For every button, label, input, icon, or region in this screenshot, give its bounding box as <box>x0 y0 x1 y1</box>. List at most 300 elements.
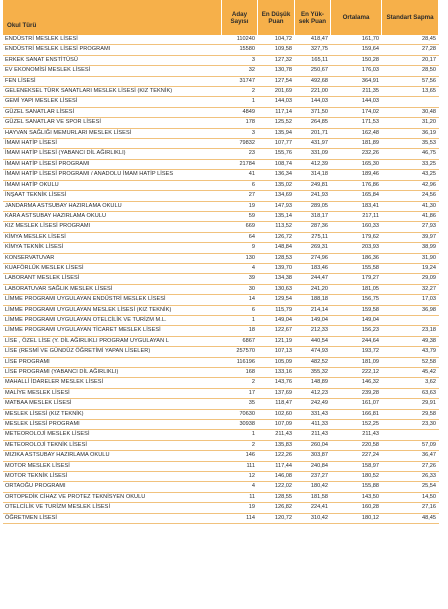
mean-score-cell: 244,64 <box>331 337 382 347</box>
mean-score-cell: 143,50 <box>331 493 382 503</box>
candidate-count-cell: 146 <box>222 451 258 461</box>
min-score-cell: 120,72 <box>258 514 295 524</box>
header-ortalama: Ortalama <box>331 0 382 35</box>
max-score-cell: 211,43 <box>295 430 331 440</box>
max-score-cell: 310,42 <box>295 514 331 524</box>
max-score-cell: 371,50 <box>295 108 331 118</box>
school-type-cell: LİMME PROGRAMI UYGULAYAN MESLEK LİSESİ (KIZ TEKNİK) <box>3 306 222 316</box>
school-type-cell: ENDÜSTRİ MESLEK LİSESİ <box>3 35 222 45</box>
candidate-count-cell: 19 <box>222 202 258 212</box>
table-row <box>3 389 439 399</box>
school-type-cell: KIZ MESLEK LİSESİ PROGRAMI <box>3 222 222 232</box>
max-score-cell: 212,33 <box>295 326 331 336</box>
std-dev-cell: 43,25 <box>382 170 439 180</box>
mean-score-cell: 159,64 <box>331 45 382 55</box>
min-score-cell: 126,72 <box>258 233 295 243</box>
min-score-cell: 137,69 <box>258 389 295 399</box>
std-dev-cell <box>382 430 439 440</box>
table-row <box>3 129 439 139</box>
school-type-cell: GEMİ YAPI MESLEK LİSESİ <box>3 97 222 107</box>
mean-score-cell: 181,05 <box>331 285 382 295</box>
table-row <box>3 514 439 524</box>
school-type-cell: LİMME PROGRAMI UYGULAYAN OTELCİLİK VE TURİZM M.L. <box>3 316 222 326</box>
table-row <box>3 295 439 305</box>
candidate-count-cell: 110240 <box>222 35 258 45</box>
candidate-count-cell: 35 <box>222 399 258 409</box>
max-score-cell: 244,47 <box>295 274 331 284</box>
std-dev-cell: 14,50 <box>382 493 439 503</box>
max-score-cell: 492,68 <box>295 77 331 87</box>
max-score-cell: 314,18 <box>295 170 331 180</box>
max-score-cell: 269,31 <box>295 243 331 253</box>
school-type-cell: LİSE (RESMİ VE GÜNDÜZ ÖĞRETİMİ YAPAN LİSELER) <box>3 347 222 357</box>
min-score-cell: 146,08 <box>258 472 295 482</box>
table-row <box>3 108 439 118</box>
max-score-cell: 242,49 <box>295 399 331 409</box>
table-row <box>3 472 439 482</box>
max-score-cell: 289,05 <box>295 202 331 212</box>
table-row <box>3 254 439 264</box>
candidate-count-cell: 1 <box>222 97 258 107</box>
table-row <box>3 482 439 492</box>
mean-score-cell: 181,09 <box>331 358 382 368</box>
school-type-cell: MOTOR MESLEK LİSESİ <box>3 462 222 472</box>
max-score-cell: 411,33 <box>295 420 331 430</box>
header-en-yuksek-puan: En Yük-sek Puan <box>295 0 331 35</box>
min-score-cell: 118,47 <box>258 399 295 409</box>
mean-score-cell: 159,58 <box>331 306 382 316</box>
school-type-cell: EV EKONOMİSİ MESLEK LİSESİ <box>3 66 222 76</box>
candidate-count-cell: 2 <box>222 378 258 388</box>
mean-score-cell: 160,28 <box>331 503 382 513</box>
min-score-cell: 104,72 <box>258 35 295 45</box>
max-score-cell: 303,87 <box>295 451 331 461</box>
min-score-cell: 113,52 <box>258 222 295 232</box>
mean-score-cell: 155,88 <box>331 482 382 492</box>
table-row <box>3 337 439 347</box>
min-score-cell: 122,26 <box>258 451 295 461</box>
mean-score-cell: 211,43 <box>331 430 382 440</box>
school-type-cell: ÖĞRETMEN LİSESİ <box>3 514 222 524</box>
max-score-cell: 327,75 <box>295 45 331 55</box>
std-dev-cell: 17,03 <box>382 295 439 305</box>
table-row <box>3 35 439 45</box>
candidate-count-cell: 669 <box>222 222 258 232</box>
mean-score-cell: 152,25 <box>331 420 382 430</box>
mean-score-cell: 176,86 <box>331 181 382 191</box>
table-row <box>3 181 439 191</box>
max-score-cell: 250,67 <box>295 66 331 76</box>
table-row <box>3 243 439 253</box>
max-score-cell: 237,27 <box>295 472 331 482</box>
std-dev-cell: 29,91 <box>382 399 439 409</box>
table-row <box>3 160 439 170</box>
std-dev-cell: 46,75 <box>382 149 439 159</box>
std-dev-cell: 36,47 <box>382 451 439 461</box>
max-score-cell: 331,43 <box>295 410 331 420</box>
std-dev-cell: 48,45 <box>382 514 439 524</box>
school-type-cell: METEOROLOJİ TEKNİK LİSESİ <box>3 441 222 451</box>
table-row <box>3 264 439 274</box>
candidate-count-cell: 111 <box>222 462 258 472</box>
std-dev-cell: 41,86 <box>382 212 439 222</box>
max-score-cell: 440,54 <box>295 337 331 347</box>
school-type-cell: İMAM HATİP LİSESİ PROGRAMI / ANADOLU İMAM HATİP LİSES <box>3 170 222 180</box>
mean-score-cell: 211,35 <box>331 87 382 97</box>
school-type-cell: LİMME PROGRAMI UYGULAYAN ENDÜSTRİ MESLEK LİSESİ <box>3 295 222 305</box>
candidate-count-cell: 17 <box>222 389 258 399</box>
std-dev-cell: 26,33 <box>382 472 439 482</box>
std-dev-cell: 29,09 <box>382 274 439 284</box>
std-dev-cell <box>382 97 439 107</box>
max-score-cell: 431,97 <box>295 139 331 149</box>
min-score-cell: 129,54 <box>258 295 295 305</box>
candidate-count-cell: 6867 <box>222 337 258 347</box>
std-dev-cell: 57,56 <box>382 77 439 87</box>
header-aday-sayisi: Aday Sayısı <box>222 0 258 35</box>
school-type-cell: OTELCİLİK VE TURİZM MESLEK LİSESİ <box>3 503 222 513</box>
table-row <box>3 503 439 513</box>
max-score-cell: 149,04 <box>295 316 331 326</box>
std-dev-cell: 41,30 <box>382 202 439 212</box>
table-row <box>3 212 439 222</box>
school-type-cell: MAHALLİ İDARELER MESLEK LİSESİ <box>3 378 222 388</box>
mean-score-cell: 217,11 <box>331 212 382 222</box>
min-score-cell: 107,13 <box>258 347 295 357</box>
min-score-cell: 107,77 <box>258 139 295 149</box>
std-dev-cell: 23,18 <box>382 326 439 336</box>
max-score-cell: 318,17 <box>295 212 331 222</box>
max-score-cell: 287,36 <box>295 222 331 232</box>
table-header <box>3 0 439 35</box>
max-score-cell: 148,89 <box>295 378 331 388</box>
candidate-count-cell: 4 <box>222 482 258 492</box>
min-score-cell: 128,53 <box>258 254 295 264</box>
school-type-cell: HAYVAN SAĞLIĞI MEMURLARI MESLEK LİSESİ <box>3 129 222 139</box>
mean-score-cell: 156,75 <box>331 295 382 305</box>
mean-score-cell: 156,23 <box>331 326 382 336</box>
school-type-cell: ORTOPEDİK CİHAZ VE PROTEZ TEKNİSYEN OKULU <box>3 493 222 503</box>
table-row <box>3 87 439 97</box>
min-score-cell: 122,67 <box>258 326 295 336</box>
max-score-cell: 221,00 <box>295 87 331 97</box>
min-score-cell: 102,60 <box>258 410 295 420</box>
max-score-cell: 241,20 <box>295 285 331 295</box>
candidate-count-cell: 6 <box>222 181 258 191</box>
school-type-cell: MOTOR TEKNİK LİSESİ <box>3 472 222 482</box>
mean-score-cell: 149,04 <box>331 316 382 326</box>
max-score-cell: 165,11 <box>295 56 331 66</box>
max-score-cell: 264,85 <box>295 118 331 128</box>
min-score-cell: 144,03 <box>258 97 295 107</box>
std-dev-cell: 43,79 <box>382 347 439 357</box>
table-row <box>3 118 439 128</box>
min-score-cell: 117,44 <box>258 462 295 472</box>
mean-score-cell: 222,12 <box>331 368 382 378</box>
max-score-cell: 188,18 <box>295 295 331 305</box>
mean-score-cell: 158,97 <box>331 462 382 472</box>
min-score-cell: 130,78 <box>258 66 295 76</box>
std-dev-cell: 39,97 <box>382 233 439 243</box>
max-score-cell: 241,93 <box>295 191 331 201</box>
max-score-cell: 418,47 <box>295 35 331 45</box>
std-dev-cell: 36,19 <box>382 129 439 139</box>
std-dev-cell: 45,42 <box>382 368 439 378</box>
school-type-scores-table <box>3 0 439 524</box>
min-score-cell: 135,83 <box>258 441 295 451</box>
school-type-cell: İMAM HATİP LİSESİ PROGRAMI <box>3 160 222 170</box>
candidate-count-cell: 1 <box>222 430 258 440</box>
mean-score-cell: 189,46 <box>331 170 382 180</box>
mean-score-cell: 174,02 <box>331 108 382 118</box>
mean-score-cell: 186,36 <box>331 254 382 264</box>
school-type-cell: ORTAOĞU PROGRAMI <box>3 482 222 492</box>
min-score-cell: 134,38 <box>258 274 295 284</box>
max-score-cell: 275,11 <box>295 233 331 243</box>
mean-score-cell: 181,89 <box>331 139 382 149</box>
min-score-cell: 105,09 <box>258 358 295 368</box>
std-dev-cell: 31,90 <box>382 254 439 264</box>
min-score-cell: 115,79 <box>258 306 295 316</box>
school-type-cell: İMAM HATİP OKULU <box>3 181 222 191</box>
table-row <box>3 410 439 420</box>
mean-score-cell: 144,03 <box>331 97 382 107</box>
candidate-count-cell: 4 <box>222 264 258 274</box>
table-row <box>3 347 439 357</box>
table-row <box>3 441 439 451</box>
school-type-cell: LİSE PROGRAMI (YABANCI DİL AĞIRLIKLI) <box>3 368 222 378</box>
max-score-cell: 180,42 <box>295 482 331 492</box>
max-score-cell: 331,09 <box>295 149 331 159</box>
min-score-cell: 108,74 <box>258 160 295 170</box>
min-score-cell: 155,76 <box>258 149 295 159</box>
candidate-count-cell: 130 <box>222 254 258 264</box>
school-type-cell: İMAM HATİP LİSESİ (YABANCI DİL AĞIRLIKLI) <box>3 149 222 159</box>
std-dev-cell: 33,25 <box>382 160 439 170</box>
candidate-count-cell: 18 <box>222 326 258 336</box>
school-type-cell: LABORATUVAR SAĞLIK MESLEK LİSESİ <box>3 285 222 295</box>
candidate-count-cell: 27 <box>222 191 258 201</box>
max-score-cell: 144,03 <box>295 97 331 107</box>
table-row <box>3 77 439 87</box>
school-type-cell: KONSERVATUVAR <box>3 254 222 264</box>
table-row <box>3 420 439 430</box>
candidate-count-cell: 3 <box>222 129 258 139</box>
candidate-count-cell: 11 <box>222 493 258 503</box>
candidate-count-cell: 39 <box>222 274 258 284</box>
school-type-cell: GELENEKSEL TÜRK SANATLARI MESLEK LİSESİ (KIZ TEKNİK) <box>3 87 222 97</box>
std-dev-cell: 13,65 <box>382 87 439 97</box>
min-score-cell: 139,70 <box>258 264 295 274</box>
mean-score-cell: 180,52 <box>331 472 382 482</box>
candidate-count-cell: 21784 <box>222 160 258 170</box>
min-score-cell: 135,94 <box>258 129 295 139</box>
candidate-count-cell: 1 <box>222 316 258 326</box>
mean-score-cell: 171,53 <box>331 118 382 128</box>
school-type-cell: MESLEK LİSESİ (KIZ TEKNİK) <box>3 410 222 420</box>
mean-score-cell: 162,48 <box>331 129 382 139</box>
candidate-count-cell: 19 <box>222 503 258 513</box>
candidate-count-cell: 41 <box>222 170 258 180</box>
school-type-cell: İMAM HATİP LİSESİ <box>3 139 222 149</box>
std-dev-cell: 25,54 <box>382 482 439 492</box>
std-dev-cell: 27,93 <box>382 222 439 232</box>
table-row <box>3 451 439 461</box>
school-type-cell: LİMME PROGRAMI UYGULAYAN TİCARET MESLEK LİSESİ <box>3 326 222 336</box>
min-score-cell: 201,69 <box>258 87 295 97</box>
table-row <box>3 233 439 243</box>
min-score-cell: 136,34 <box>258 170 295 180</box>
school-type-cell: MATBAA MESLEK LİSESİ <box>3 399 222 409</box>
min-score-cell: 107,09 <box>258 420 295 430</box>
min-score-cell: 130,63 <box>258 285 295 295</box>
candidate-count-cell: 4849 <box>222 108 258 118</box>
school-type-cell: KİMYA TEKNİK LİSESİ <box>3 243 222 253</box>
std-dev-cell: 31,20 <box>382 118 439 128</box>
max-score-cell: 412,23 <box>295 389 331 399</box>
std-dev-cell: 23,30 <box>382 420 439 430</box>
std-dev-cell: 38,99 <box>382 243 439 253</box>
std-dev-cell: 28,45 <box>382 35 439 45</box>
school-type-cell: LİSE , ÖZEL LİSE (Y. DİL AĞIRLIKLI PROGRAM UYGULAYAN L <box>3 337 222 347</box>
min-score-cell: 149,04 <box>258 316 295 326</box>
table-row <box>3 493 439 503</box>
mean-score-cell: 193,72 <box>331 347 382 357</box>
table-row <box>3 202 439 212</box>
mean-score-cell: 146,32 <box>331 378 382 388</box>
candidate-count-cell: 9 <box>222 243 258 253</box>
std-dev-cell: 30,48 <box>382 108 439 118</box>
candidate-count-cell: 178 <box>222 118 258 128</box>
min-score-cell: 148,84 <box>258 243 295 253</box>
candidate-count-cell: 116196 <box>222 358 258 368</box>
table-row <box>3 358 439 368</box>
table-row <box>3 149 439 159</box>
header-en-dusuk-puan: En Düşük Puan <box>258 0 295 35</box>
max-score-cell: 355,32 <box>295 368 331 378</box>
header-standart-sapma: Standart Sapma <box>382 0 439 35</box>
std-dev-cell: 32,27 <box>382 285 439 295</box>
table-row <box>3 56 439 66</box>
school-type-cell: ENDÜSTRİ MESLEK LİSESİ PROGRAMI <box>3 45 222 55</box>
candidate-count-cell: 30 <box>222 285 258 295</box>
candidate-count-cell: 257570 <box>222 347 258 357</box>
max-score-cell: 201,71 <box>295 129 331 139</box>
min-score-cell: 211,43 <box>258 430 295 440</box>
mean-score-cell: 160,33 <box>331 222 382 232</box>
std-dev-cell: 35,53 <box>382 139 439 149</box>
std-dev-cell: 49,38 <box>382 337 439 347</box>
mean-score-cell: 180,12 <box>331 514 382 524</box>
table-row <box>3 462 439 472</box>
table-row <box>3 326 439 336</box>
max-score-cell: 260,04 <box>295 441 331 451</box>
min-score-cell: 135,14 <box>258 212 295 222</box>
header-okul-turu: Okul Türü <box>3 0 222 35</box>
candidate-count-cell: 59 <box>222 212 258 222</box>
school-type-cell: İNŞAAT TEKNİK LİSESİ <box>3 191 222 201</box>
school-type-cell: ERKEK SANAT ENSTİTÜSÜ <box>3 56 222 66</box>
min-score-cell: 117,14 <box>258 108 295 118</box>
max-score-cell: 181,58 <box>295 493 331 503</box>
mean-score-cell: 150,28 <box>331 56 382 66</box>
std-dev-cell <box>382 316 439 326</box>
candidate-count-cell: 31747 <box>222 77 258 87</box>
table-row <box>3 45 439 55</box>
school-type-cell: LABORANT MESLEK LİSESİ <box>3 274 222 284</box>
table-row <box>3 139 439 149</box>
std-dev-cell: 63,63 <box>382 389 439 399</box>
mean-score-cell: 161,07 <box>331 399 382 409</box>
table-row <box>3 97 439 107</box>
candidate-count-cell: 2 <box>222 87 258 97</box>
min-score-cell: 125,52 <box>258 118 295 128</box>
mean-score-cell: 155,58 <box>331 264 382 274</box>
table-row <box>3 368 439 378</box>
min-score-cell: 127,54 <box>258 77 295 87</box>
std-dev-cell: 28,50 <box>382 66 439 76</box>
school-type-cell: KİMYA MESLEK LİSESİ <box>3 233 222 243</box>
school-type-cell: KUAFÖRLÜK MESLEK LİSESİ <box>3 264 222 274</box>
school-type-cell: GÜZEL SANATLAR LİSESİ <box>3 108 222 118</box>
candidate-count-cell: 32 <box>222 66 258 76</box>
min-score-cell: 143,76 <box>258 378 295 388</box>
candidate-count-cell: 64 <box>222 233 258 243</box>
mean-score-cell: 232,26 <box>331 149 382 159</box>
min-score-cell: 126,82 <box>258 503 295 513</box>
mean-score-cell: 227,24 <box>331 451 382 461</box>
candidate-count-cell: 168 <box>222 368 258 378</box>
school-type-cell: MIZIKA ASTSUBAY HAZIRLAMA OKULU <box>3 451 222 461</box>
max-score-cell: 224,41 <box>295 503 331 513</box>
std-dev-cell: 27,16 <box>382 503 439 513</box>
table-row <box>3 285 439 295</box>
mean-score-cell: 179,62 <box>331 233 382 243</box>
std-dev-cell: 29,58 <box>382 410 439 420</box>
candidate-count-cell: 114 <box>222 514 258 524</box>
max-score-cell: 412,39 <box>295 160 331 170</box>
school-type-cell: JANDARMA ASTSUBAY HAZIRLAMA OKULU <box>3 202 222 212</box>
max-score-cell: 240,84 <box>295 462 331 472</box>
mean-score-cell: 183,41 <box>331 202 382 212</box>
mean-score-cell: 179,27 <box>331 274 382 284</box>
std-dev-cell: 57,09 <box>382 441 439 451</box>
school-type-cell: KARA ASTSUBAY HAZIRLAMA OKULU <box>3 212 222 222</box>
std-dev-cell: 24,56 <box>382 191 439 201</box>
std-dev-cell: 20,17 <box>382 56 439 66</box>
school-type-cell: GÜZEL SANATLAR VE SPOR LİSESİ <box>3 118 222 128</box>
mean-score-cell: 203,93 <box>331 243 382 253</box>
std-dev-cell: 3,62 <box>382 378 439 388</box>
table-row <box>3 399 439 409</box>
table-row <box>3 316 439 326</box>
table-body <box>3 35 439 524</box>
min-score-cell: 147,93 <box>258 202 295 212</box>
mean-score-cell: 165,30 <box>331 160 382 170</box>
school-type-cell: MESLEK LİSESİ PROGRAMI <box>3 420 222 430</box>
std-dev-cell: 42,96 <box>382 181 439 191</box>
school-type-cell: FEN LİSESİ <box>3 77 222 87</box>
school-type-cell: MALİYE MESLEK LİSESİ <box>3 389 222 399</box>
min-score-cell: 135,02 <box>258 181 295 191</box>
table-row <box>3 222 439 232</box>
candidate-count-cell: 15580 <box>222 45 258 55</box>
candidate-count-cell: 23 <box>222 149 258 159</box>
mean-score-cell: 364,91 <box>331 77 382 87</box>
std-dev-cell: 27,26 <box>382 462 439 472</box>
max-score-cell: 482,52 <box>295 358 331 368</box>
table-row <box>3 170 439 180</box>
